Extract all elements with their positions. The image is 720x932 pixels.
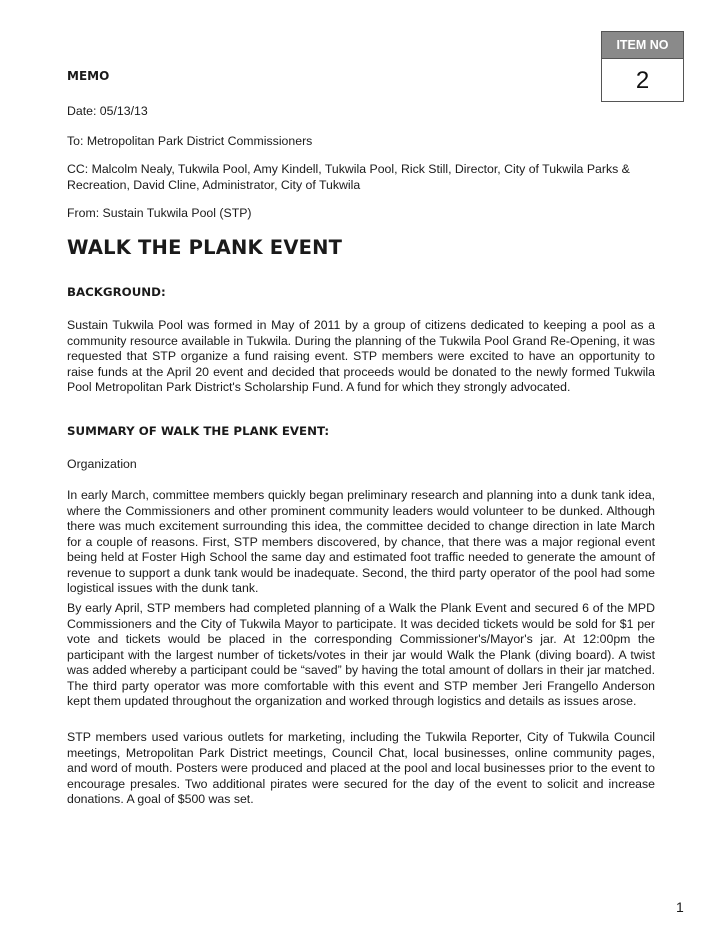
paragraph-april: By early April, STP members had completed planning of a Walk the Plank Event and secured 6 of the MPD Commissioners and the City of Tukwila Mayor to participate. It was decided tickets would be sold for $1 per vote and tickets would be placed in the corresponding Commissioner's/Mayor's jar. At 12:00pm the participant with the largest number of tickets/votes in their jar would Walk the Plank (diving board). A twist was added whereby a participant could be “saved” by having the total amount of dollars in their jar matched. The third party operator was more comfortable with this event and STP member Jeri Frangello Anderson kept them updated throughout the organization and worked through logistics and details as issues arose. <box>67 601 655 708</box>
background-heading: BACKGROUND: <box>67 285 166 299</box>
item-no-label: ITEM NO <box>602 32 683 59</box>
background-paragraph: Sustain Tukwila Pool was formed in May of 2011 by a group of citizens dedicated to keeping a pool as a community resource available in Tukwila. During the planning of the Tukwila Pool Grand Re-Opening, it was requested that STP organize a fund raising event. STP members were excited to have an opportunity to raise funds at the April 20 event and decided that proceeds would be donated to the newly formed Tukwila Pool Metropolitan Park District's Scholarship Fund. A fund for which they strongly advocated. <box>67 318 655 394</box>
memo-to: To: Metropolitan Park District Commissioners <box>67 134 313 148</box>
summary-heading: SUMMARY OF WALK THE PLANK EVENT: <box>67 424 330 438</box>
item-number-box <box>601 31 684 102</box>
memo-from: From: Sustain Tukwila Pool (STP) <box>67 206 252 220</box>
memo-label: MEMO <box>67 69 110 83</box>
item-number: 2 <box>635 67 650 94</box>
paragraph-marketing: STP members used various outlets for marketing, including the Tukwila Reporter, City of Tukwila Council meetings, Metropolitan Park District meetings, Council Chat, local businesses, online community pages, and word of mouth. Posters were produced and placed at the pool and local businesses prior to the event to encourage presales. Two additional pirates were secured for the day of the event to solicit and increase donations. A goal of $500 was set. <box>67 730 655 806</box>
paragraph-march: In early March, committee members quickly began preliminary research and planning into a dunk tank idea, where the Commissioners and other prominent community leaders would volunteer to be dunked. Although there was much excitement surrounding this idea, the committee decided to change direction in late March for a couple of reasons. First, STP members discovered, by chance, that there was a major regional event being held at Foster High School the same day and estimated foot traffic needed to generate the amount of revenue to support a dunk tank would be inadequate. Second, the third party operator of the pool had some logistical issues with the dunk tank. <box>67 488 655 595</box>
page-number: 1 <box>676 899 684 915</box>
page-title: WALK THE PLANK EVENT <box>67 236 343 259</box>
memo-cc: CC: Malcolm Nealy, Tukwila Pool, Amy Kindell, Tukwila Pool, Rick Still, Director, City of Tukwila Parks & Recreation, David Cline, Administrator, City of Tukwila <box>67 162 630 192</box>
organization-label: Organization <box>67 457 137 471</box>
memo-date: Date: 05/13/13 <box>67 104 148 118</box>
